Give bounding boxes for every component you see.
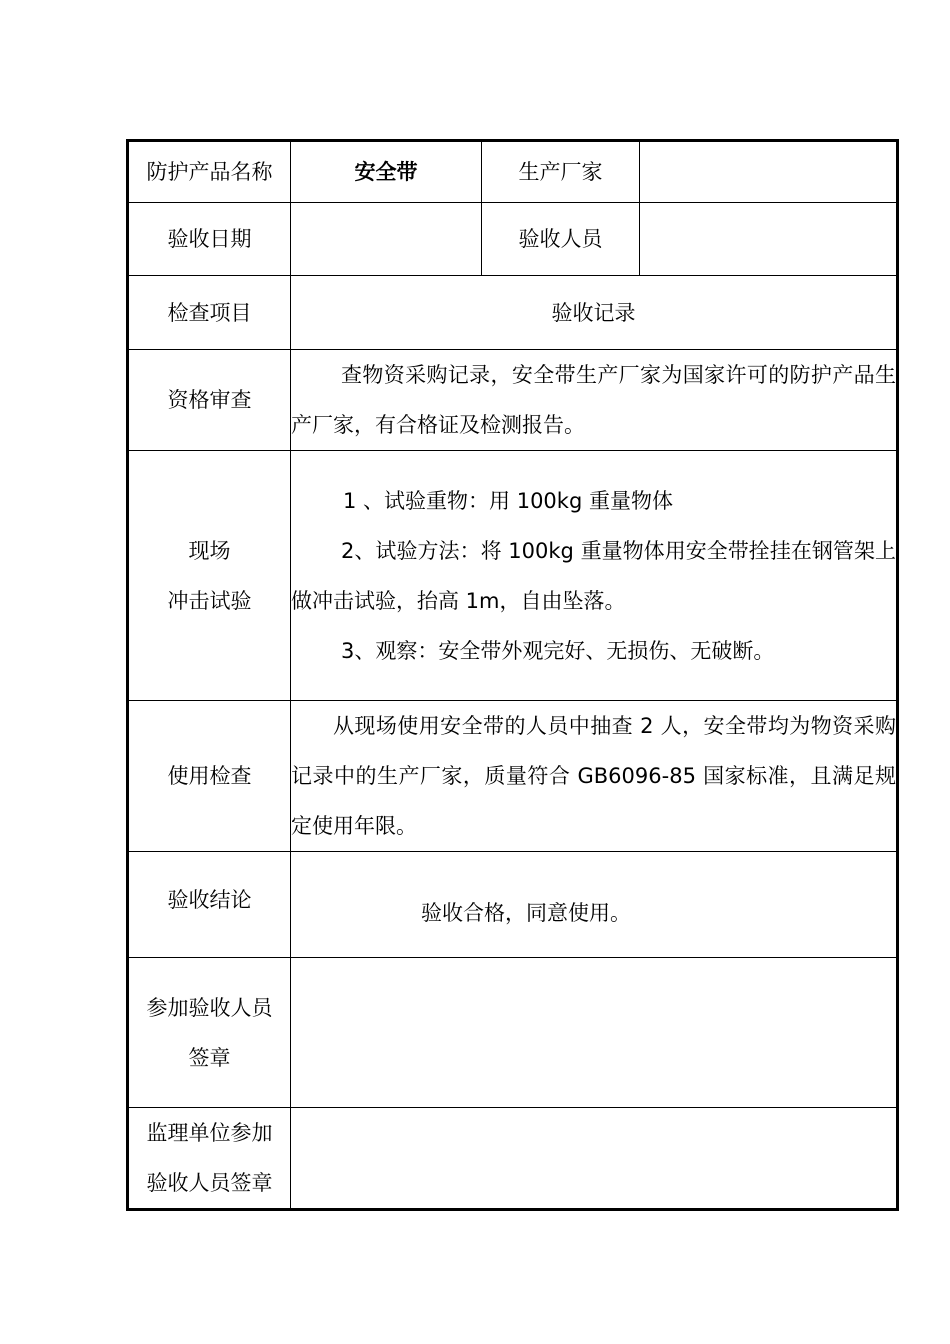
impact-test-row — [128, 451, 898, 701]
acceptance-row — [128, 203, 898, 276]
acceptance-staff-value[interactable] — [640, 203, 898, 276]
product-row — [128, 141, 898, 203]
manufacturer-label: 生产厂家 — [482, 141, 640, 203]
usage-check-label: 使用检查 — [128, 701, 291, 852]
usage-check-row — [128, 701, 898, 852]
check-item-label: 检查项目 — [128, 276, 291, 350]
conclusion-text: 验收合格，同意使用。 — [291, 852, 898, 958]
participants-sign-label — [128, 958, 291, 1108]
impact-test-item-2: 2、试验方法：将 100kg 重量物体用安全带拴挂在钢管架上做冲击试验，抬高 1m，自由坠落。 — [291, 538, 896, 613]
qualification-text-cell — [291, 350, 898, 451]
impact-test-label — [128, 451, 291, 701]
qualification-text: 查物资采购记录，安全带生产厂家为国家许可的防护产品生产厂家，有合格证及检测报告。 — [291, 363, 896, 437]
supervisor-sign-row — [128, 1108, 898, 1210]
manufacturer-value[interactable] — [640, 141, 898, 203]
supervisor-sign-value[interactable] — [291, 1108, 898, 1210]
supervisor-sign-label-line2: 验收人员签章 — [146, 1171, 273, 1195]
acceptance-record-header: 验收记录 — [291, 276, 898, 350]
acceptance-date-label: 验收日期 — [128, 203, 291, 276]
acceptance-record-table — [126, 139, 899, 1211]
impact-test-content — [291, 451, 898, 701]
participants-sign-label-line1: 参加验收人员 — [146, 995, 273, 1020]
usage-check-text: 从现场使用安全带的人员中抽查 2 人，安全带均为物资采购记录中的生产厂家，质量符合 GB6096-85 国家标准，且满足规定使用年限。 — [291, 714, 896, 838]
qualification-row — [128, 350, 898, 451]
impact-test-item-1: 1 、试验重物：用 100kg 重量物体 — [343, 488, 673, 513]
qualification-label: 资格审查 — [128, 350, 291, 451]
participants-sign-row — [128, 958, 898, 1108]
conclusion-row — [128, 852, 898, 958]
impact-test-label-line2: 冲击试验 — [167, 588, 252, 613]
product-name-value: 安全带 — [291, 141, 482, 203]
participants-sign-value[interactable] — [291, 958, 898, 1108]
acceptance-date-value[interactable] — [291, 203, 482, 276]
supervisor-sign-label-line1: 监理单位参加 — [146, 1121, 273, 1145]
usage-check-text-cell — [291, 701, 898, 852]
impact-test-item-3: 3、观察：安全带外观完好、无损伤、无破断。 — [341, 638, 775, 663]
impact-test-label-line1: 现场 — [188, 538, 231, 563]
acceptance-staff-label: 验收人员 — [482, 203, 640, 276]
item-header-row — [128, 276, 898, 350]
supervisor-sign-label — [128, 1108, 291, 1210]
product-name-label: 防护产品名称 — [128, 141, 291, 203]
conclusion-label: 验收结论 — [128, 852, 291, 958]
participants-sign-label-line2: 签章 — [188, 1045, 231, 1070]
